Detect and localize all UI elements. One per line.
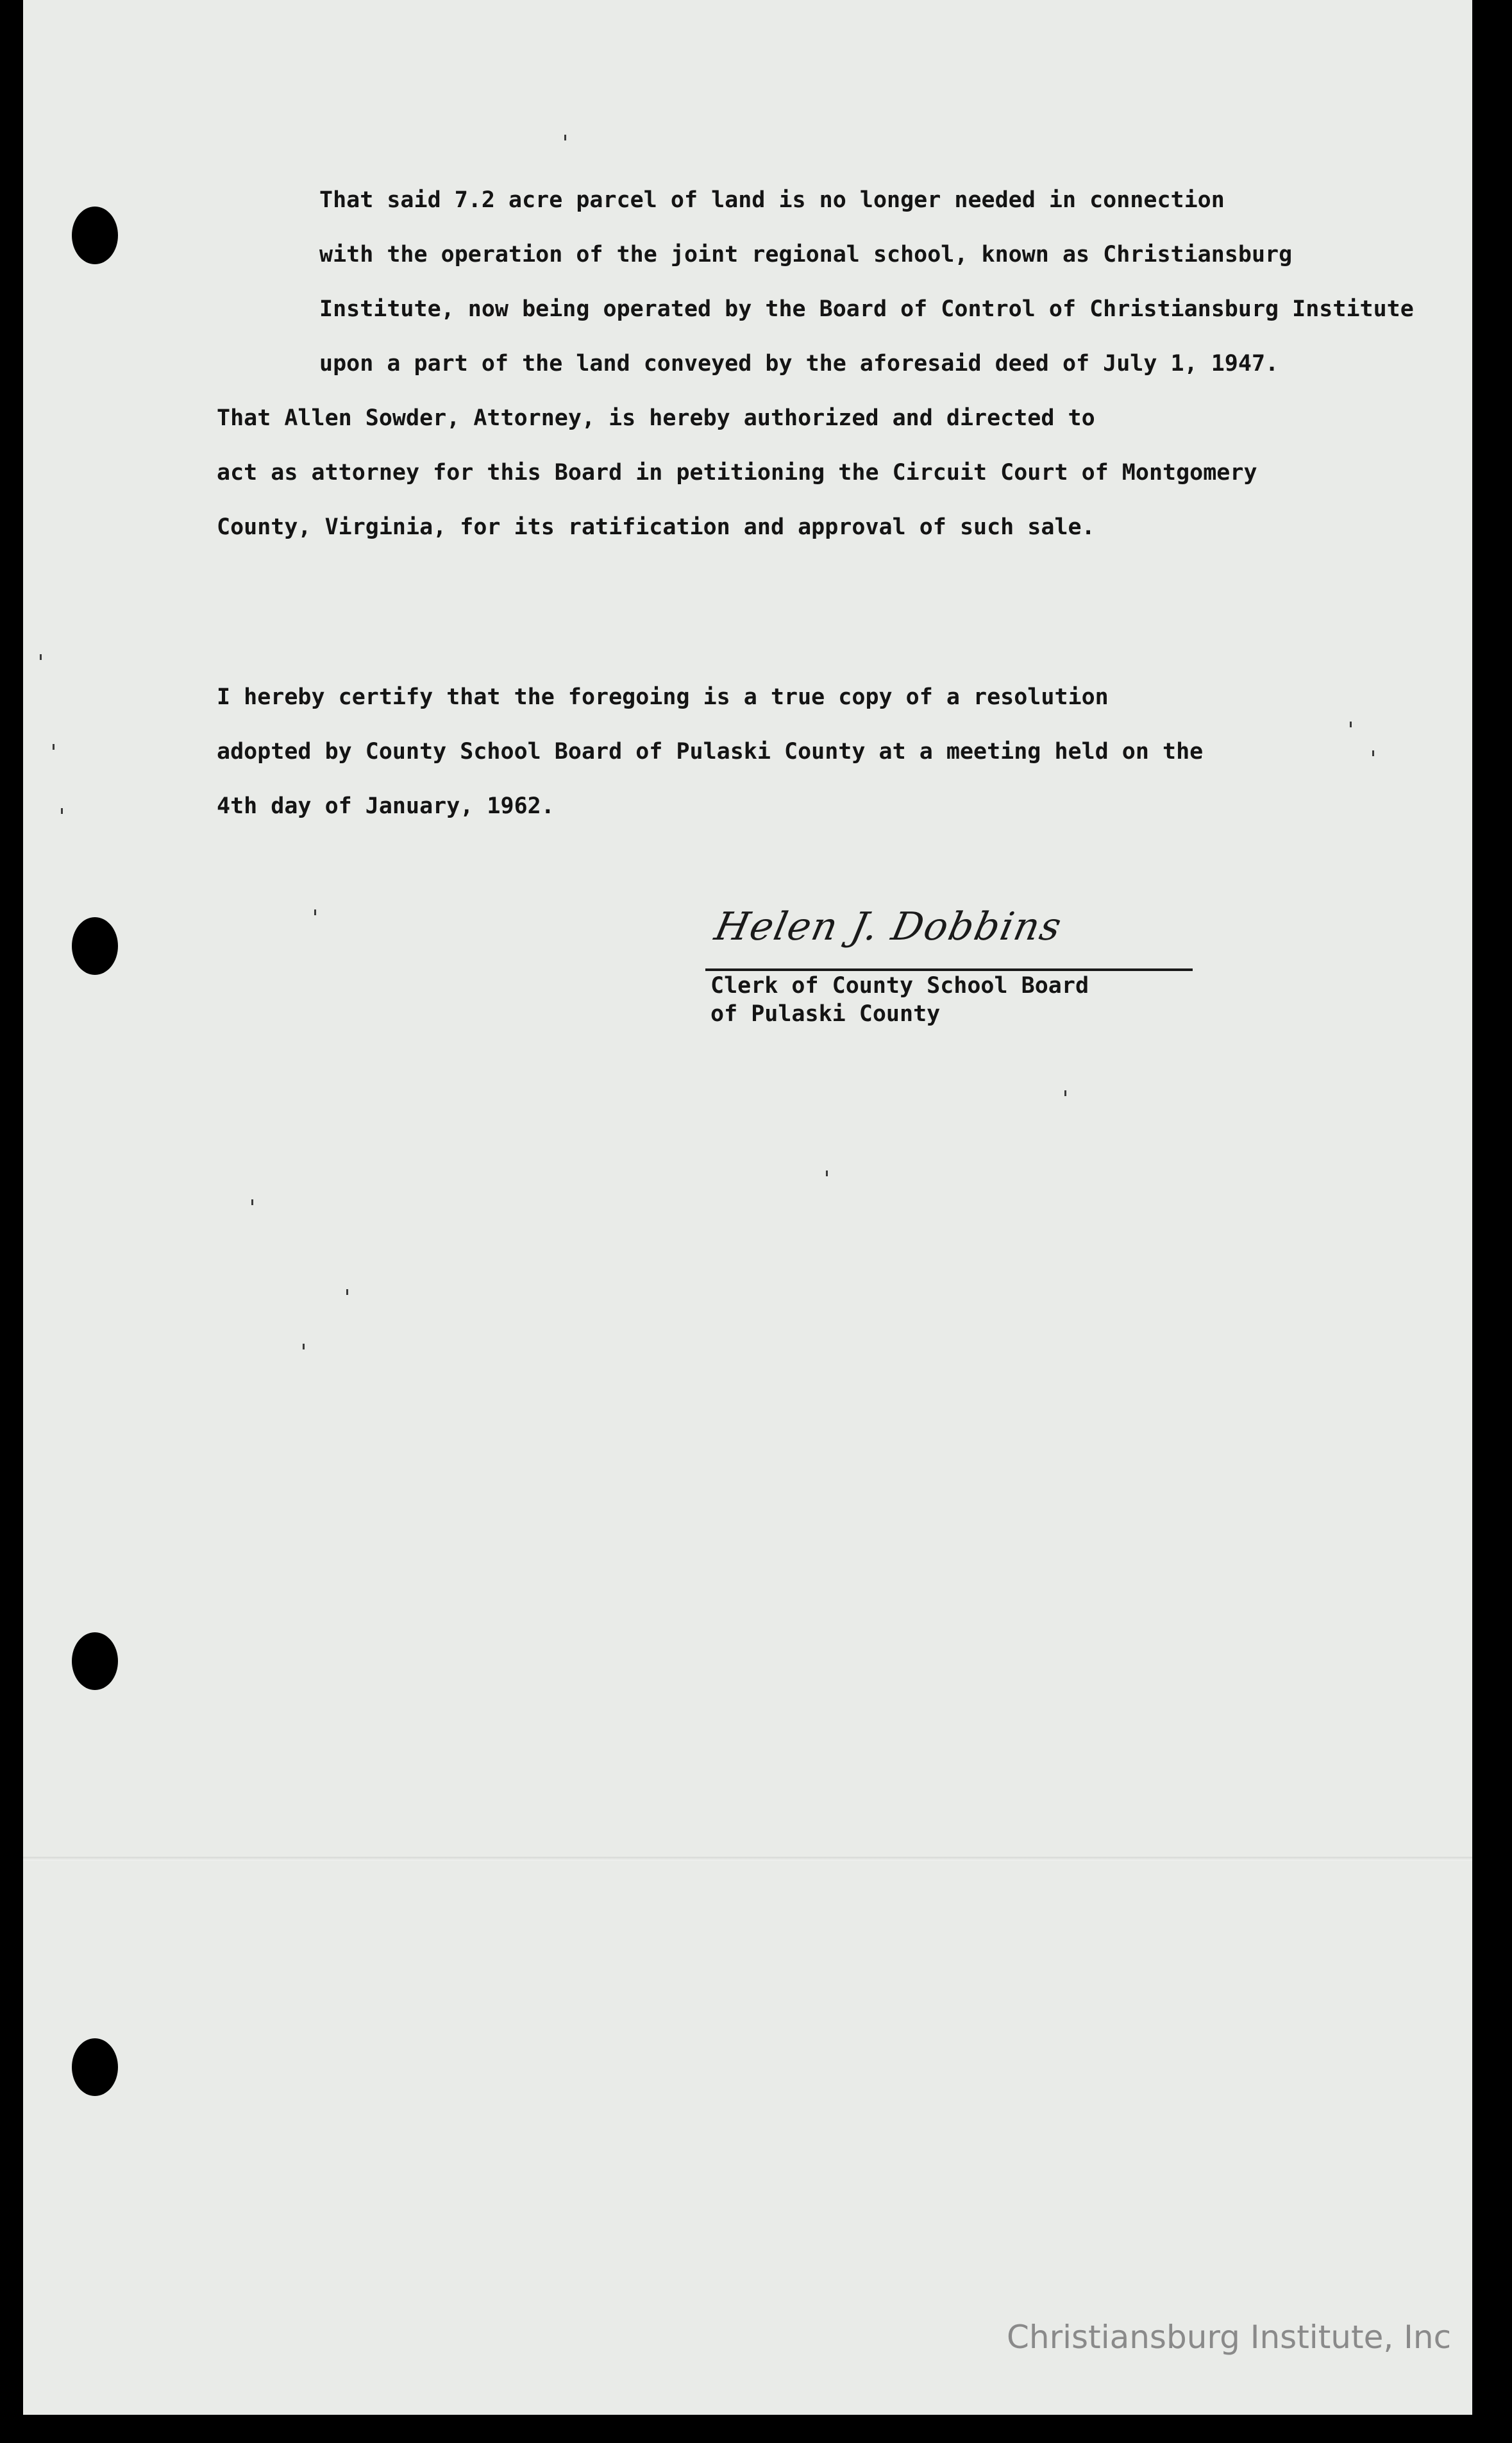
ink-speck [1350, 722, 1352, 727]
watermark: Christiansburg Institute, Inc [1007, 2319, 1452, 2356]
ink-speck [826, 1171, 828, 1176]
ink-speck [314, 909, 316, 915]
ink-speck [251, 1199, 253, 1205]
ink-speck [303, 1344, 305, 1349]
ink-speck [1064, 1090, 1066, 1096]
punch-hole [72, 207, 118, 264]
ink-speck [40, 654, 42, 660]
signature-line [705, 968, 1193, 971]
handwritten-signature: Helen J. Dobbins [710, 904, 1066, 949]
punch-hole [72, 1632, 118, 1690]
paper-fold [23, 1857, 1472, 1861]
ink-speck [346, 1289, 348, 1295]
signer-title: Clerk of County School Board of Pulaski County [710, 973, 1089, 1027]
ink-speck [61, 808, 63, 814]
certification-paragraph: I hereby certify that the foregoing is a true copy of a resolution adopted by County School Board of Pulaski County at a meeting held on the 4th day of January, 1962. [217, 684, 1204, 819]
ink-speck [564, 135, 566, 140]
resolution-paragraph-2: That Allen Sowder, Attorney, is hereby authorized and directed to act as attorney for this Board in petitioning the Circuit Court of Montgomery County, Virginia, for its ratification and approval of such sale. [217, 405, 1257, 540]
resolution-paragraph-1: That said 7.2 acre parcel of land is no longer needed in connection with the operation of the joint regional school, known as Christiansburg Institute, now being operated by the Board of Control of Christiansburg Institute upon a part of the land conveyed by the aforesaid deed of July 1, 1947. [319, 187, 1414, 376]
ink-speck [1372, 750, 1374, 756]
punch-hole [72, 917, 118, 975]
ink-speck [53, 744, 55, 750]
punch-hole [72, 2038, 118, 2096]
